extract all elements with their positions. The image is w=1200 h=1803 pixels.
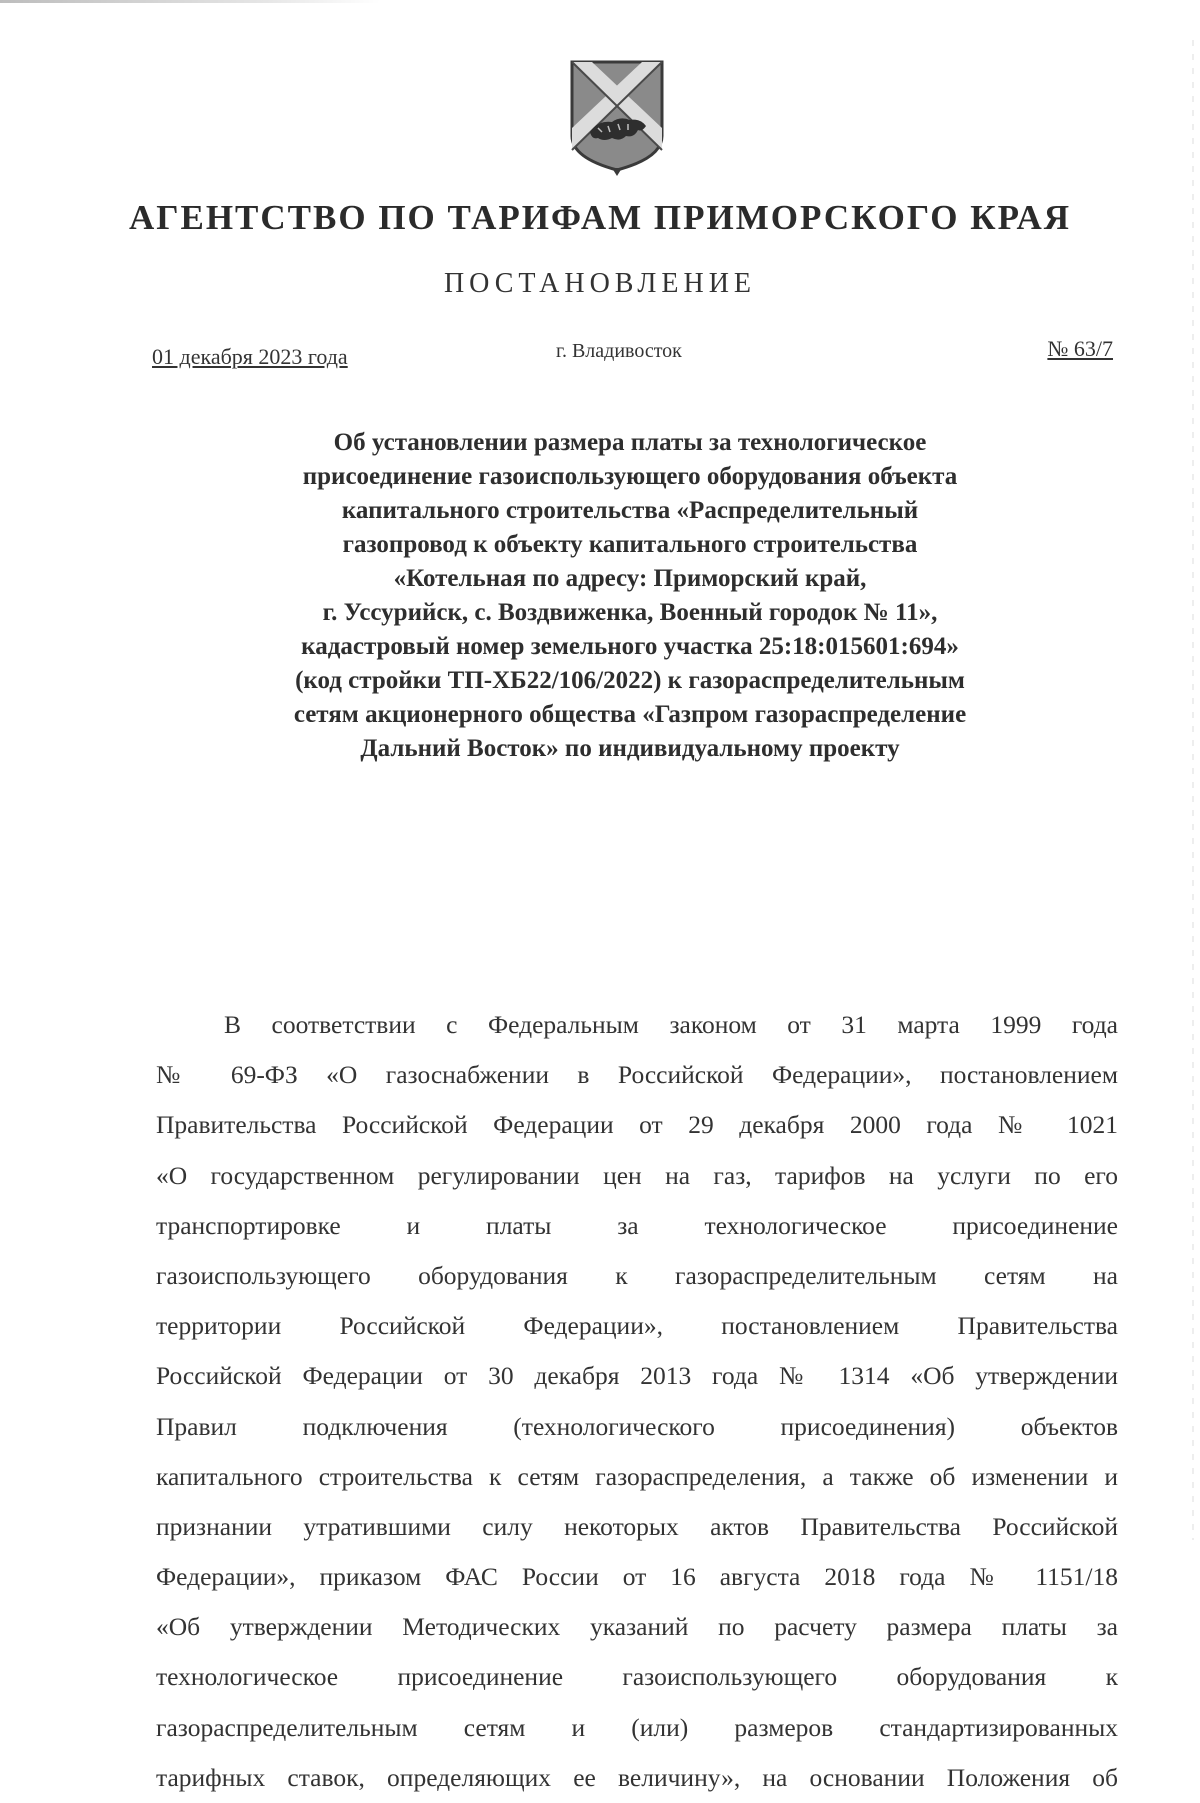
coat-of-arms-emblem	[568, 58, 666, 178]
subject-line: сетям акционерного общества «Газпром газораспределение	[293, 701, 967, 728]
body-line: Правил подключения (технологического присоединения) объектов	[156, 1411, 1118, 1441]
body-line: признании утратившими силу некоторых актов Правительства Российской	[156, 1511, 1118, 1541]
body-line: территории Российской Федерации», постановлением Правительства	[156, 1311, 1118, 1341]
document-city: г. Владивосток	[556, 340, 682, 362]
subject-line: газопровод к объекту капитального строительства	[342, 531, 918, 558]
body-paragraph	[156, 1000, 1118, 1803]
document-number: № 63/7	[1047, 336, 1113, 361]
body-line: газораспределительным сетям и (или) размеров стандартизированных	[156, 1712, 1118, 1742]
body-line: № 69-ФЗ «О газоснабжении в Российской Федерации», постановлением	[156, 1060, 1118, 1090]
subject-line: кадастровый номер земельного участка 25:18:015601:694»	[301, 633, 959, 660]
body-line: технологическое присоединение газоиспользующего оборудования к	[156, 1662, 1118, 1692]
body-line: тарифных ставок, определяющих ее величину», на основании Положения об	[156, 1762, 1118, 1792]
subject-line: капитального строительства «Распределительный	[341, 497, 919, 524]
body-line: «Об утверждении Методических указаний по расчету размера платы за	[156, 1612, 1118, 1642]
subject-line: г. Уссурийск, с. Воздвиженка, Военный городок № 11»,	[322, 599, 938, 626]
body-line: Федерации», приказом ФАС России от 16 августа 2018 года № 1151/18	[156, 1562, 1118, 1592]
subject-line: присоединение газоиспользующего оборудования объекта	[302, 463, 958, 490]
document-subject	[230, 426, 1030, 766]
scan-edge-shadow	[0, 0, 380, 3]
body-line: В соответствии с Федеральным законом от 31 марта 1999 года	[224, 1010, 1118, 1039]
body-line: транспортировке и платы за технологическое присоединение	[156, 1210, 1118, 1240]
body-line: «О государственном регулировании цен на газ, тарифов на услуги по его	[156, 1160, 1118, 1190]
subject-line: (код стройки ТП-ХБ22/106/2022) к газораспределительным	[295, 667, 965, 694]
subject-line: «Котельная по адресу: Приморский край,	[393, 565, 867, 592]
scan-edge-artifact	[1192, 40, 1194, 1540]
document-date: 01 декабря 2023 года	[152, 344, 348, 369]
body-line: капитального строительства к сетям газораспределения, а также об изменении и	[156, 1461, 1118, 1491]
body-line: Российской Федерации от 30 декабря 2013 года № 1314 «Об утверждении	[156, 1361, 1118, 1391]
body-line: Правительства Российской Федерации от 29 декабря 2000 года № 1021	[156, 1110, 1118, 1140]
subject-line: Об установлении размера платы за технологическое	[333, 429, 927, 456]
body-line: газоиспользующего оборудования к газораспределительным сетям на	[156, 1260, 1118, 1290]
subject-line: Дальний Восток» по индивидуальному проекту	[360, 735, 900, 762]
agency-title: АГЕНТСТВО ПО ТАРИФАМ ПРИМОРСКОГО КРАЯ	[128, 198, 1072, 237]
document-type: ПОСТАНОВЛЕНИЕ	[443, 268, 757, 299]
